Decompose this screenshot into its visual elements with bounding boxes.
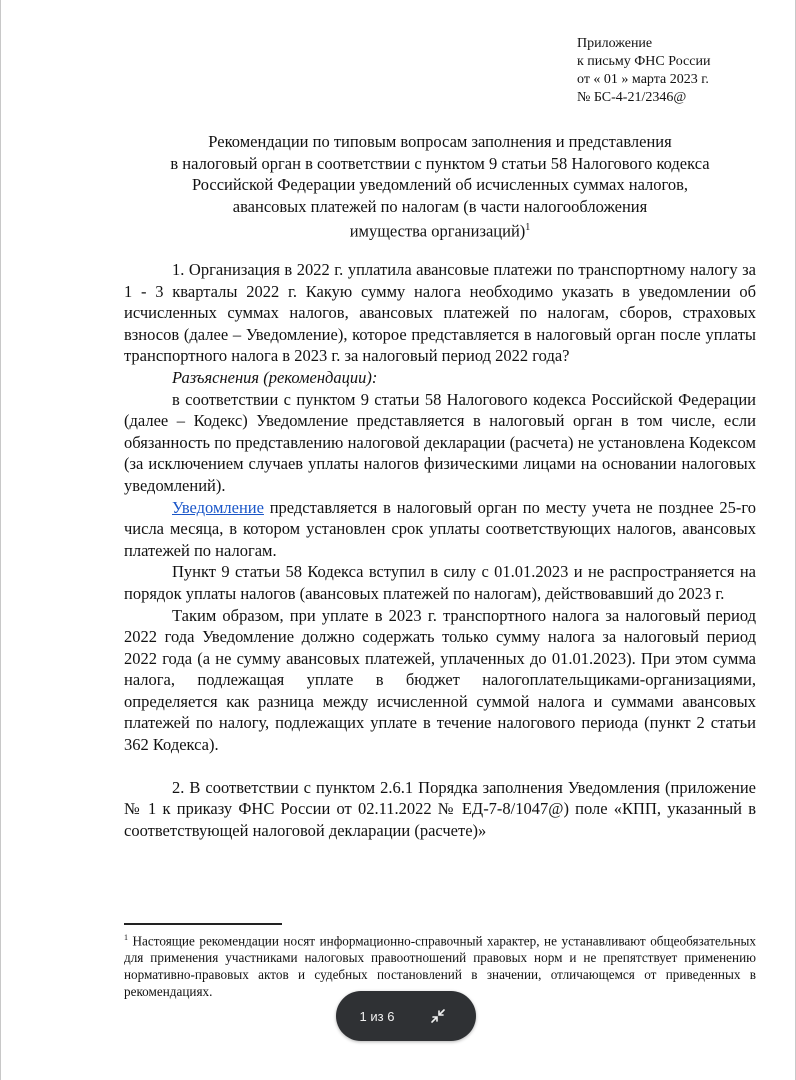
attachment-header [577,35,777,107]
collapse-arrows-icon[interactable] [418,996,458,1036]
title-line: авансовых платежей по налогам (в части налогообложения [232,196,648,216]
title-line: Российской Федерации уведомлений об исчисленных суммах налогов, [191,175,689,194]
paragraph: в соответствии с пунктом 9 статьи 58 Налогового кодекса Российской Федерации (далее – Кодекс) Уведомление представляется в налоговый орган в том числе, если обязанность по представлению налоговой декларации (расчета) не установлена Кодексом (за исключением случаев уплаты налогов физическими лицами на основании налоговых уведомлений). [124,389,756,495]
attachment-line: к письму ФНС России [577,54,711,69]
document-body [124,259,756,841]
page-indicator: 1 из 6 [359,1008,395,1024]
title-line-text: имущества организаций) [349,221,526,241]
paragraph [124,497,756,562]
paragraph: Таким образом, при уплате в 2023 г. транспортного налога за налоговый период 2022 года Уведомление должно содержать только сумму налога за налоговый период 2022 года (а не сумму авансовых платежей, уплаченных до 01.01.2023). При этом сумма налога, подлежащая уплате в бюджет налогоплательщиками-организациями, определяется как разница между исчисленной суммой налога и суммами авансовых платежей по налогу, подлежащих уплате в течение налогового периода (пункт 2 статьи 362 Кодекса). [124,605,756,755]
title-line [124,217,756,242]
notification-link[interactable]: Уведомление [172,497,264,517]
question-2: 2. В соответствии с пунктом 2.6.1 Порядка заполнения Уведомления (приложение № 1 к приказу ФНС России от 02.11.2022 № ЕД-7-8/1047@) поле «КПП, указанный в соответствующей налоговой декларации (расчете)» [124,777,756,840]
footnote-reference[interactable]: 1 [525,222,531,233]
clarification-label: Разъяснения (рекомендации): [172,367,378,387]
paragraph-text: представляется в налоговый орган по месту учета не позднее 25-го числа месяца, в котором установлен срок уплаты соответствующих налогов, авансовых платежей по налогам. [124,497,756,560]
attachment-line: № БС-4-21/2346@ [577,90,687,105]
title-line: в налоговый орган в соответствии с пунктом 9 статьи 58 Налогового кодекса [170,153,710,173]
attachment-line: Приложение [577,36,653,51]
footnote [124,929,756,1000]
title-line: Рекомендации по типовым вопросам заполнения и представления [208,132,672,151]
page-navigator [336,991,476,1041]
footnote-divider [124,923,282,925]
document-title [124,131,756,242]
footnote-text: Настоящие рекомендации носят информационно-справочный характер, не устанавливают общеобязательных для применения участниками налоговых правоотношений правовых норм и не препятствует применению нормативно-правовых актов и судебных постановлений в значении, отличающемся от приведенных в рекомендациях. [124,933,756,1000]
footnote-mark: 1 [124,933,128,942]
question-1: 1. Организация в 2022 г. уплатила авансовые платежи по транспортному налогу за 1 - 3 кварталы 2022 г. Какую сумму налога необходимо указать в уведомлении об исчисленных суммах налогов, авансовых платежей по налогам, сборов, страховых взносов (далее – Уведомление), которое представляется в налоговый орган после уплаты транспортного налога в 2023 г. за налоговый период 2022 года? [124,260,756,366]
paragraph: Пункт 9 статьи 58 Кодекса вступил в силу с 01.01.2023 и не распространяется на порядок уплаты налогов (авансовых платежей по налогам), действовавший до 2023 г. [124,562,756,603]
attachment-line: от « 01 » марта 2023 г. [577,72,709,87]
page-edge-left [0,0,1,1080]
